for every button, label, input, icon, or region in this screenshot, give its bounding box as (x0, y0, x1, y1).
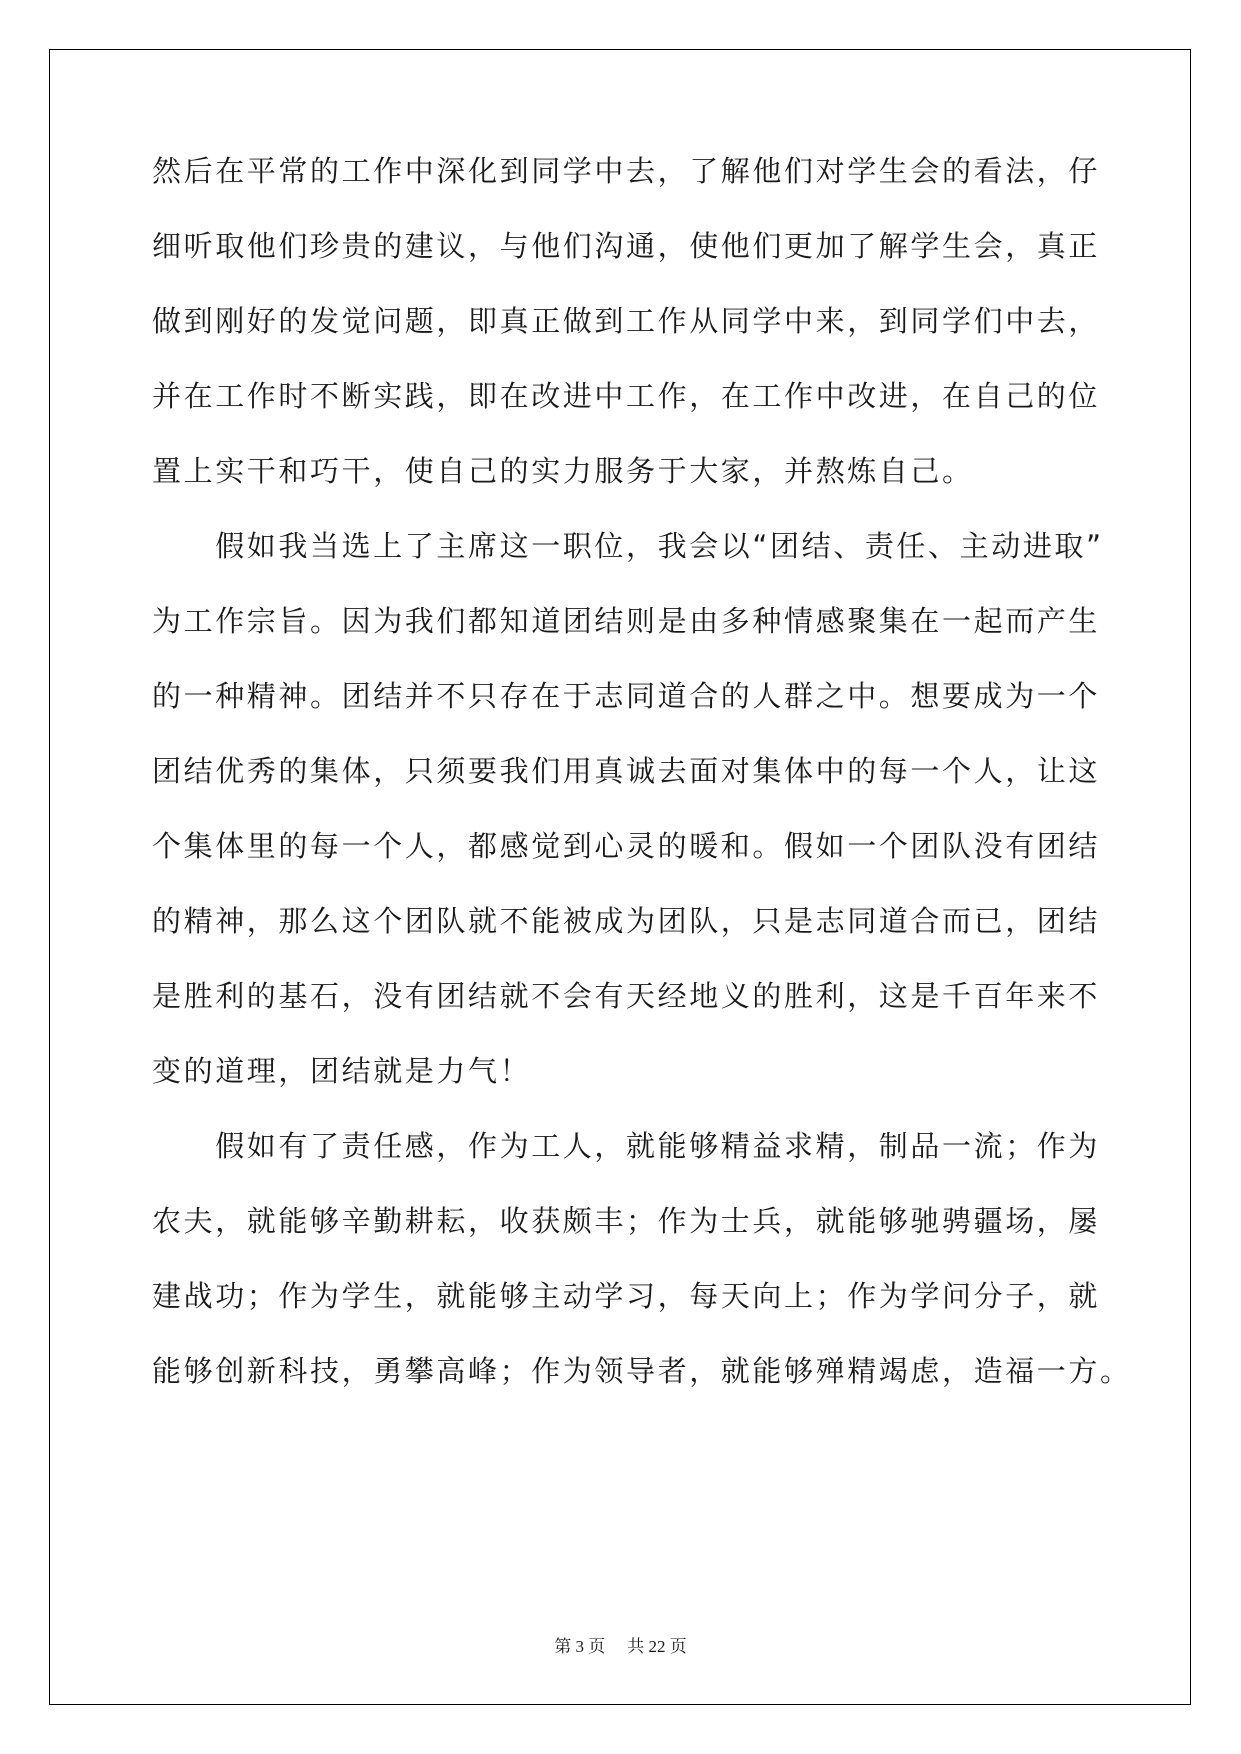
text-line: 能够创新科技，勇攀高峰；作为领导者，就能够殚精竭虑，造福一方。 (152, 1354, 1132, 1388)
text-line: 并在工作时不断实践，即在改进中工作，在工作中改进，在自己的位 (152, 379, 1101, 413)
text-line: 团结优秀的集体，只须要我们用真诚去面对集体中的每一个人，让这 (152, 754, 1101, 788)
text-line: 建战功；作为学生，就能够主动学习，每天向上；作为学问分子，就 (152, 1279, 1101, 1313)
text-line: 然后在平常的工作中深化到同学中去，了解他们对学生会的看法，仔 (152, 154, 1101, 188)
text-line: 变的道理，团结就是力气！ (152, 1054, 532, 1088)
text-line: 农夫，就能够辛勤耕耘，收获颇丰；作为士兵，就能够驰骋疆场，屡 (152, 1204, 1101, 1238)
text-line: 为工作宗旨。因为我们都知道团结则是由多种情感聚集在一起而产生 (152, 604, 1101, 638)
page-number: 第 3 页 (554, 1637, 606, 1656)
page-footer (0, 1632, 1241, 1657)
text-line: 个集体里的每一个人，都感觉到心灵的暖和。假如一个团队没有团结 (152, 829, 1101, 863)
text-line: 的一种精神。团结并不只存在于志同道合的人群之中。想要成为一个 (152, 679, 1101, 713)
text-line: 是胜利的基石，没有团结就不会有天经地义的胜利，这是千百年来不 (152, 979, 1101, 1013)
text-line: 细听取他们珍贵的建议，与他们沟通，使他们更加了解学生会，真正 (152, 229, 1101, 263)
text-line: 假如我当选上了主席这一职位，我会以“团结、责任、主动进取” (152, 529, 1104, 563)
text-line: 假如有了责任感，作为工人，就能够精益求精，制品一流；作为 (152, 1129, 1101, 1163)
text-line: 做到刚好的发觉问题，即真正做到工作从同学中来，到同学们中去， (152, 304, 1101, 338)
text-line: 的精神，那么这个团队就不能被成为团队，只是志同道合而已，团结 (152, 904, 1101, 938)
page-border (49, 49, 1191, 1705)
text-line: 置上实干和巧干，使自己的实力服务于大家，并熬炼自己。 (152, 454, 974, 488)
page-total: 共 22 页 (627, 1637, 687, 1656)
